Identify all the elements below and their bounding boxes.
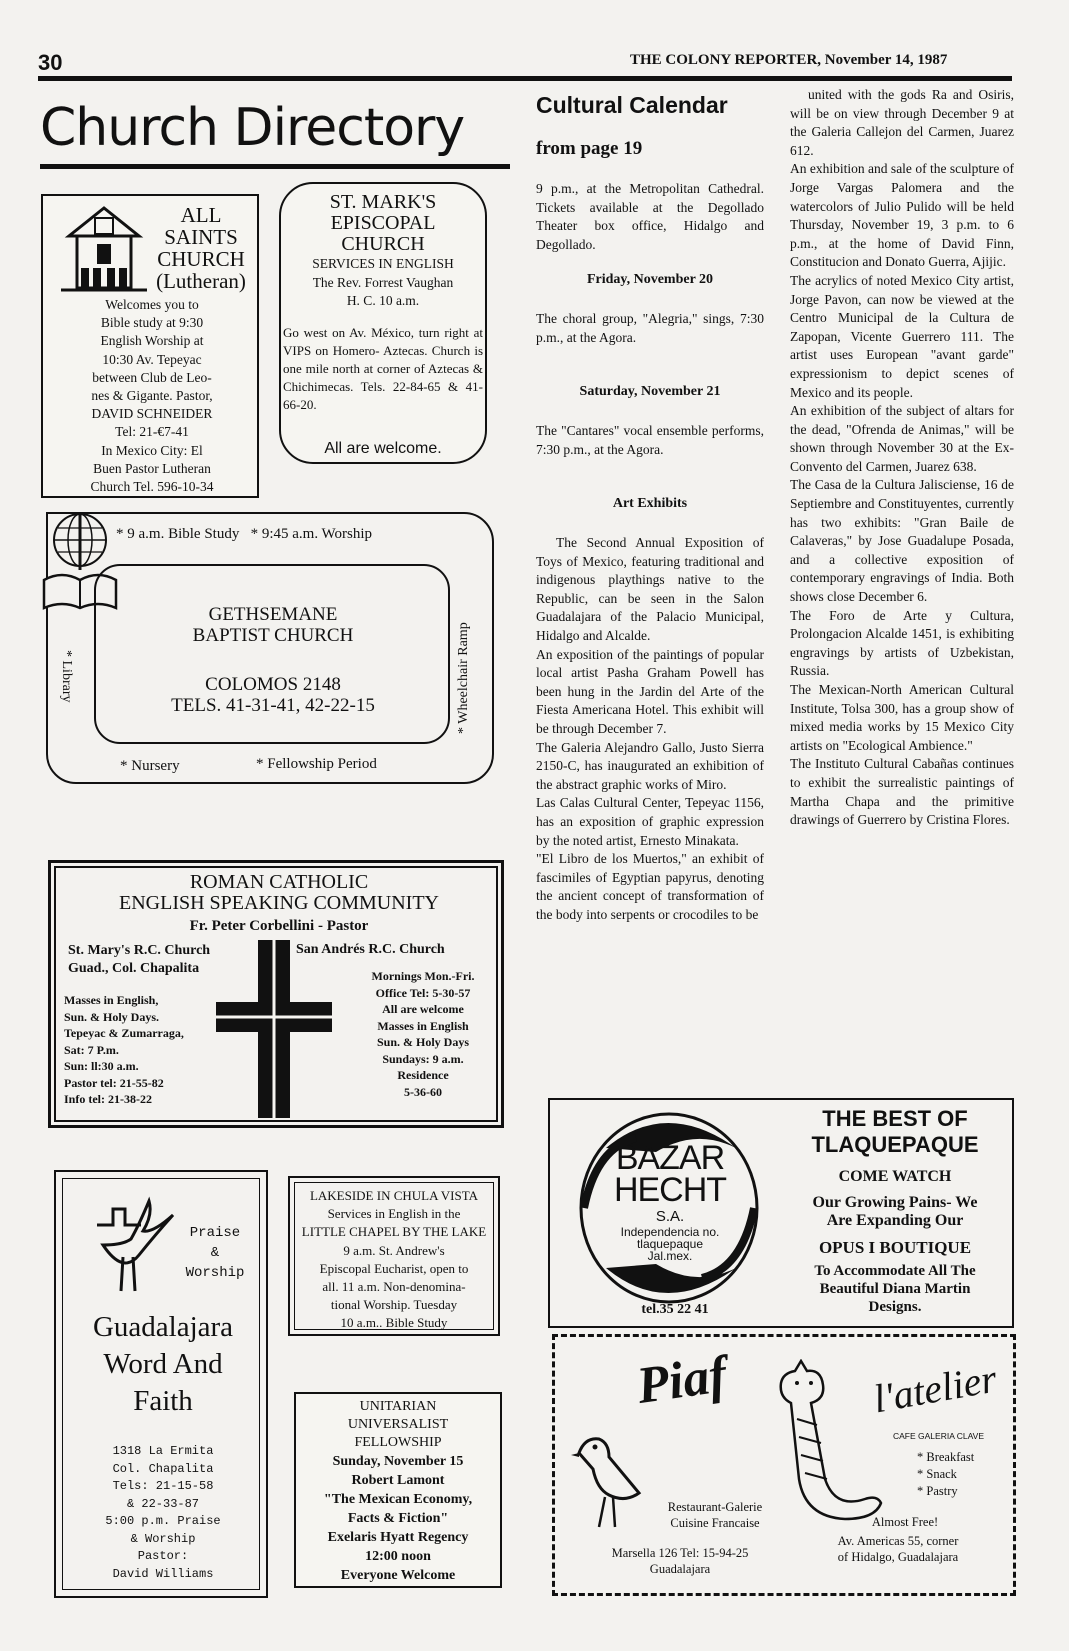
catholic-pastor: Fr. Peter Corbellini - Pastor — [189, 918, 369, 934]
atelier-address: Av. Americas 55, corner of Hidalgo, Guadalajara — [837, 1534, 959, 1564]
bird-icon — [569, 1423, 649, 1533]
word-and-faith-ad — [54, 1170, 268, 1598]
word-and-faith-name: Guadalajara Word And Faith — [92, 1311, 234, 1417]
page-number: 30 — [38, 50, 63, 75]
opus-boutique: OPUS I BOUTIQUE — [818, 1238, 972, 1257]
gethsemane-name: GETHSEMANE BAPTIST CHURCH — [192, 604, 354, 646]
best-of-tlaquepaque: THE BEST OF TLAQUEPAQUE — [811, 1106, 979, 1157]
calendar-saturday: Saturday, November 21 — [579, 384, 721, 399]
wheelchair-label: * Wheelchair Ramp — [456, 622, 471, 734]
bazar-hecht-sa: S.A. — [655, 1208, 685, 1225]
unitarian-name: UNITARIAN UNIVERSALIST FELLOWSHIP — [347, 1399, 449, 1450]
dove-cross-icon — [83, 1195, 183, 1295]
st-marks-directions: Go west on Av. México, turn right at VIPS on Homero- Aztecas. Church is one mile north at corner of Aztecas & Chichimecas. Tels. 22-84-65 & 41-66-20. — [283, 325, 483, 412]
cat-icon — [765, 1359, 885, 1537]
piaf-atelier-ad — [552, 1334, 1016, 1596]
gethsemane-schedule: * 9 a.m. Bible Study * 9:45 a.m. Worship — [116, 526, 373, 542]
calendar-art-exhibits: Art Exhibits — [612, 496, 688, 511]
st-marks-welcome: All are welcome. — [324, 440, 442, 457]
growing-pains: Our Growing Pains- We Are Expanding Our — [812, 1194, 978, 1229]
piaf-logo: Piaf — [633, 1346, 731, 1415]
calendar-col3: united with the gods Ra and Osiris, will be on view through December 9 at the Galeria Callejon del Carmen, Juarez 612. An exhibition and sale of the sculpture of Jorge Vargas Palomera and the watercolors of Julio Pulido will be held Thursday, November 19, 3 p.m. to 6 p.m., at the home of David Finn, Constitucion and Donato Guerra, Ajijic. The acrylics of noted Mexico City artist, Jorge Pavon, can now be viewed at the Centro Municipal de la Cultura de Zapopan, Vicente Guerrero 111. The artist uses European "avant garde" expressionism to depict scenes of Mexico and its people. An exhibition of the subject of altars for the dead, "Ofrenda de Animas," will be shown through November 30 at the Ex-Convento del Carmen, Juarez 638. The Casa de la Cultura Jalisciense, 16 de Septiembre and Constituyentes, currently has two exhibits: "Gran Baile de Calaveras," by Jose Guadalupe Posada, and a collective exposition of contemporary engravings of India. Both shows close December 6. The Foro de Arte y Cultura, Prolongacion Alcalde 1451, is exhibiting engravings by artists of Uzbekistan, Russia. The Mexican-North American Cultural Institute, Tolsa 300, has a group show of mixed media works by 15 Mexico City artists on "Ecological Ambience." The Instituto Cultural Cabañas continues to exhibit the surrealistic paintings of Martha Chapa and the primitive drawings of Guerrero by Cristina Flores. — [790, 87, 1014, 828]
all-saints-ad — [41, 194, 259, 498]
bazar-hecht-ad — [548, 1098, 1014, 1328]
calendar-p1: 9 p.m., at the Metropolitan Cathedral. Tickets available at the Degollado Theater box office, Hidalgo and Degollado. — [536, 181, 764, 252]
piaf-subtitle: Restaurant-Galerie Cuisine Francaise — [667, 1500, 763, 1530]
st-marks-name: ST. MARK'S EPISCOPAL CHURCH — [329, 191, 437, 255]
st-marks-rev: The Rev. Forrest Vaughan H. C. 10 a.m. — [312, 275, 454, 308]
san-andres-church: San Andrés R.C. Church — [296, 942, 445, 957]
calendar-subtitle: from page 19 — [536, 138, 643, 159]
atelier-menu: * Breakfast * Snack * Pastry — [917, 1450, 975, 1498]
come-watch: COME WATCH — [838, 1168, 952, 1185]
gethsemane-ad — [46, 512, 494, 784]
san-andres-masses: Mornings Mon.-Fri. Office Tel: 5-30-57 All are welcome Masses in English Sun. & Holy Days Sundays: 9 a.m. Residence 5-36-60 — [371, 969, 475, 1099]
piaf-address: Marsella 126 Tel: 15-94-25 Guadalajara — [611, 1546, 749, 1576]
st-marys-church: St. Mary's R.C. Church Guad., Col. Chapalita — [68, 943, 211, 976]
lakeside-ad — [288, 1176, 500, 1336]
calendar-p2: The choral group, "Alegria," sings, 7:30 p.m., at the Agora. — [536, 311, 764, 345]
newspaper-header: THE COLONY REPORTER, November 14, 1987 — [630, 52, 948, 68]
catholic-ad — [48, 860, 504, 1128]
nursery-label: * Nursery — [120, 758, 180, 774]
diana-martin: To Accommodate All The Beautiful Diana Martin Designs. — [814, 1263, 976, 1315]
st-marys-masses: Masses in English, Sun. & Holy Days. Tepeyac & Zumarraga, Sat: 7 P.m. Sun: ll:30 a.m. Pastor tel: 21-55-82 Info tel: 21-38-22 — [64, 993, 184, 1106]
catholic-title: ROMAN CATHOLIC ENGLISH SPEAKING COMMUNITY — [119, 871, 439, 914]
church-building-icon — [59, 206, 149, 296]
cafe-galeria-clave: CAFE GALERIA CLAVE — [893, 1431, 985, 1441]
calendar-p4: The Second Annual Exposition of Toys of Mexico, featuring traditional and indigenous playthings native to the Republic, can be seen in the Salon Guadalajara of the Palacio Municipal, Hidalgo and Alcalde. An exposition of the paintings of popular local artist Pasha Graham Powell has been hung in the Jardin del Arte of the Fiesta Americana Hotel. This exhibit will be through December 7. The Galeria Alejandro Gallo, Justo Sierra 2150-C, has inaugurated an exhibition of the abstract graphic works of Miro. Las Calas Cultural Center, Tepeyac 1156, has an exposition of graphic expression by the noted artist, Ernesto Minakata. "El Libro de los Muertos," an exhibit of fascimiles of Egyptian papyrus, denoting the ancient concept of transformation of the body into serpents or crocodiles to be — [536, 535, 764, 922]
title-rule — [40, 164, 510, 169]
almost-free: Almost Free! — [871, 1515, 939, 1529]
library-label: * Library — [59, 650, 74, 703]
calendar-friday: Friday, November 20 — [586, 272, 714, 287]
st-marks-ad — [279, 182, 487, 464]
atelier-logo: l'atelier — [870, 1355, 1001, 1422]
calendar-p3: The "Cantares" vocal ensemble performs, 7:30 p.m., at the Agora. — [536, 423, 764, 457]
word-and-faith-info: 1318 La Ermita Col. Chapalita Tels: 21-15-58 & 22-33-87 5:00 p.m. Praise & Worship Pastor: David Williams — [105, 1444, 221, 1581]
bazar-hecht-tel: tel.35 22 41 — [641, 1302, 709, 1317]
directory-title: Church Directory — [40, 98, 465, 158]
bazar-hecht-name: BAZAR HECHT — [613, 1139, 727, 1209]
gethsemane-address: COLOMOS 2148 TELS. 41-31-41, 42-22-15 — [171, 674, 375, 716]
unitarian-ad — [294, 1392, 502, 1588]
header-rule — [38, 76, 1012, 81]
praise-worship-label: Praise & Worship — [185, 1225, 245, 1281]
cross-icon — [214, 936, 334, 1122]
calendar-title: Cultural Calendar — [536, 92, 728, 118]
st-marks-services: SERVICES IN ENGLISH — [312, 256, 454, 271]
fellowship-label: * Fellowship Period — [256, 756, 377, 772]
all-saints-name: ALL SAINTS CHURCH (Lutheran) — [156, 203, 246, 293]
unitarian-body: Sunday, November 15 Robert Lamont "The Mexican Economy, Facts & Fiction" Exelaris Hyatt Regency 12:00 noon Everyone Welcome — [323, 1454, 473, 1583]
lakeside-body: LAKESIDE IN CHULA VISTA Services in English in the LITTLE CHAPEL BY THE LAKE 9 a.m. St. Andrew's Episcopal Eucharist, open to all. 11 a.m. Non-denomina- tional Worship. Tuesday 10 a.m.. Bible Study — [294, 1182, 494, 1330]
all-saints-body: Welcomes you to Bible study at 9:30 English Worship at 10:30 Av. Tepeyac between Club de Leo- nes & Gigante. Pastor, DAVID SCHNEIDER Tel: 21-€7-41 In Mexico City: El Buen Pastor Lutheran Church Tel. 596-10-34 — [90, 297, 214, 495]
bazar-hecht-address: Independencia no. tlaquepaque Jal.mex. — [620, 1225, 720, 1263]
gethsemane-inner-frame — [94, 564, 450, 744]
